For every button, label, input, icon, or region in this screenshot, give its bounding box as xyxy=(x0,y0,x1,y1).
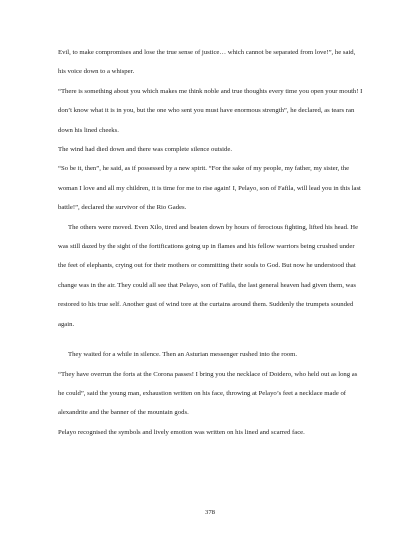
body-text xyxy=(58,43,364,442)
paragraph-4: “So be it, then”, he said, as if possessed by a new spirit. “For the sake of my people, my father, my sister, the woman I love and all my children, it is time for me to rise again! I, Pelayo, son of Fafila, will lead you in this last battle!”, declared the survivor of the Rio Gades. xyxy=(58,165,361,212)
page-number: 378 xyxy=(204,509,216,516)
paragraph-2: “There is something about you which makes me think noble and true thoughts every time you open your mouth! I don’t know what it is in you, but the one who sent you must have enormous strength”, he declared, as tears ran down his lined cheeks. xyxy=(58,87,363,134)
paragraph-1: Evil, to make compromises and lose the true sense of justice… which cannot be separated from love!”, he said, his voice down to a whisper. xyxy=(58,49,356,76)
paragraph-6: They waited for a while in silence. Then an Asturian messenger rushed into the room. xyxy=(68,351,298,359)
section-break xyxy=(58,334,364,345)
paragraph-7: “They have overrun the forts at the Corona passes! I bring you the necklace of Doidero, who held out as long as he could”, said the young man, exhaustion written on his face, throwing at Pelayo’s feet a necklace made of alexandrite and the banner of the mountain gods. xyxy=(58,370,358,417)
paragraph-5: The others were moved. Even Xilo, tired and beaten down by hours of ferocious fighting, lifted his head. He was still dazed by the sight of the fortifications going up in flames and his fellow warriors being crushed under the feet of elephants, crying out for their mothers or committing their souls to God. But now he understood that change was in the air. They could all see that Pelayo, son of Fafila, the last general heaven had given them, was restored to his true self. Another gust of wind tore at the curtains around them. Suddenly the trumpets sounded again. xyxy=(58,223,359,328)
paragraph-3: The wind had died down and there was complete silence outside. xyxy=(58,146,233,154)
paragraph-8: Pelayo recognised the symbols and lively emotion was written on his lined and scarred face. xyxy=(58,428,305,436)
